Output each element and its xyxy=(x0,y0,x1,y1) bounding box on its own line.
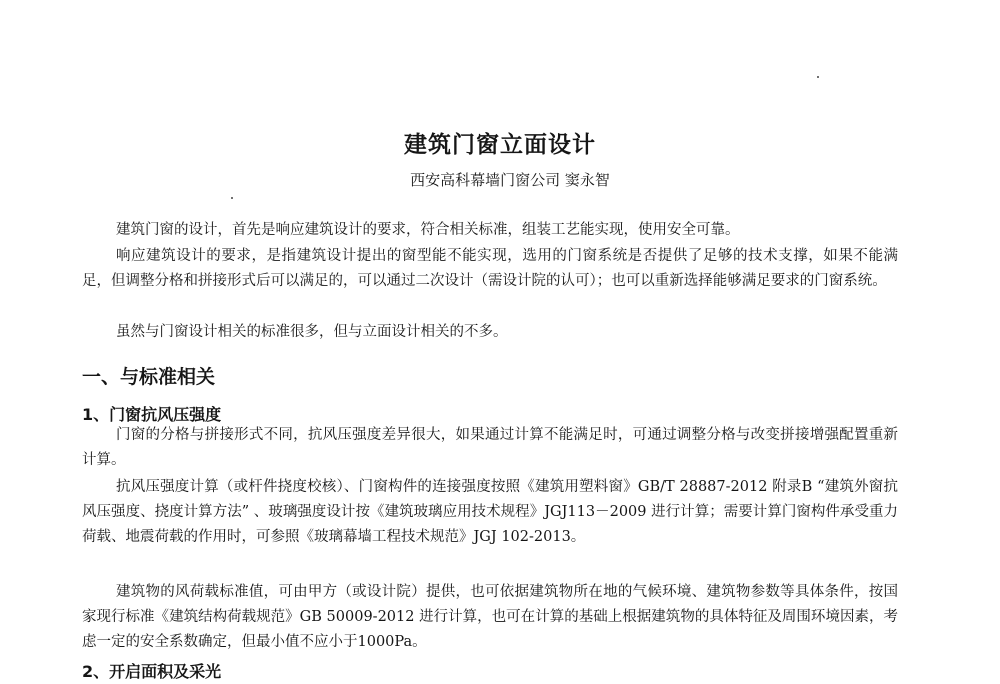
page-title: 建筑门窗立面设计 xyxy=(404,132,596,158)
scan-speck xyxy=(231,197,233,199)
body-paragraph-3: 建筑物的风荷载标准值，可由甲方（或设计院）提供，也可依据建筑物所在地的气候环境、建筑物参数等具体条件，按国家现行标准《建筑结构荷载规范》GB 50009-2012 进行计算，也可在计算的基础上根据建筑物的具体特征及周围环境因素，考虑一定的安全系数确定，但最小值不应小于1000Pa。 xyxy=(82,584,898,650)
subsection-heading-1: 1、门窗抗风压强度 xyxy=(82,405,222,424)
intro-paragraph-1: 建筑门窗的设计，首先是响应建筑设计的要求，符合相关标准，组装工艺能实现，使用安全可靠。 xyxy=(116,222,740,238)
body-paragraph-1: 门窗的分格与拼接形式不同，抗风压强度差异很大，如果通过计算不能满足时，可通过调整分格与改变拼接增强配置重新计算。 xyxy=(82,427,898,468)
body-paragraph-2: 抗风压强度计算（或杆件挠度校核）、门窗构件的连接强度按照《建筑用塑料窗》GB/T 28887-2012 附录B “建筑外窗抗风压强度、挠度计算方法” 、玻璃强度设计按《建筑玻璃应用技术规程》JGJ113－2009 进行计算；需要计算门窗构件承受重力荷载、地震荷载的作用时，可参照《玻璃幕墙工程技术规范》JGJ 102-2013。 xyxy=(82,479,898,545)
intro-paragraph-2: 响应建筑设计的要求，是指建筑设计提出的窗型能不能实现，选用的门窗系统是否提供了足够的技术支撑，如果不能满足，但调整分格和拼接形式后可以满足的，可以通过二次设计（需设计院的认可）；也可以重新选择能够满足要求的门窗系统。 xyxy=(82,248,898,289)
subsection-heading-2: 2、开启面积及采光 xyxy=(82,662,222,681)
scan-speck xyxy=(817,76,819,78)
author-byline: 西安高科幕墙门窗公司 窦永智 xyxy=(410,171,610,189)
section-heading: 一、与标准相关 xyxy=(82,366,216,388)
intro-paragraph-3: 虽然与门窗设计相关的标准很多，但与立面设计相关的不多。 xyxy=(116,324,508,340)
